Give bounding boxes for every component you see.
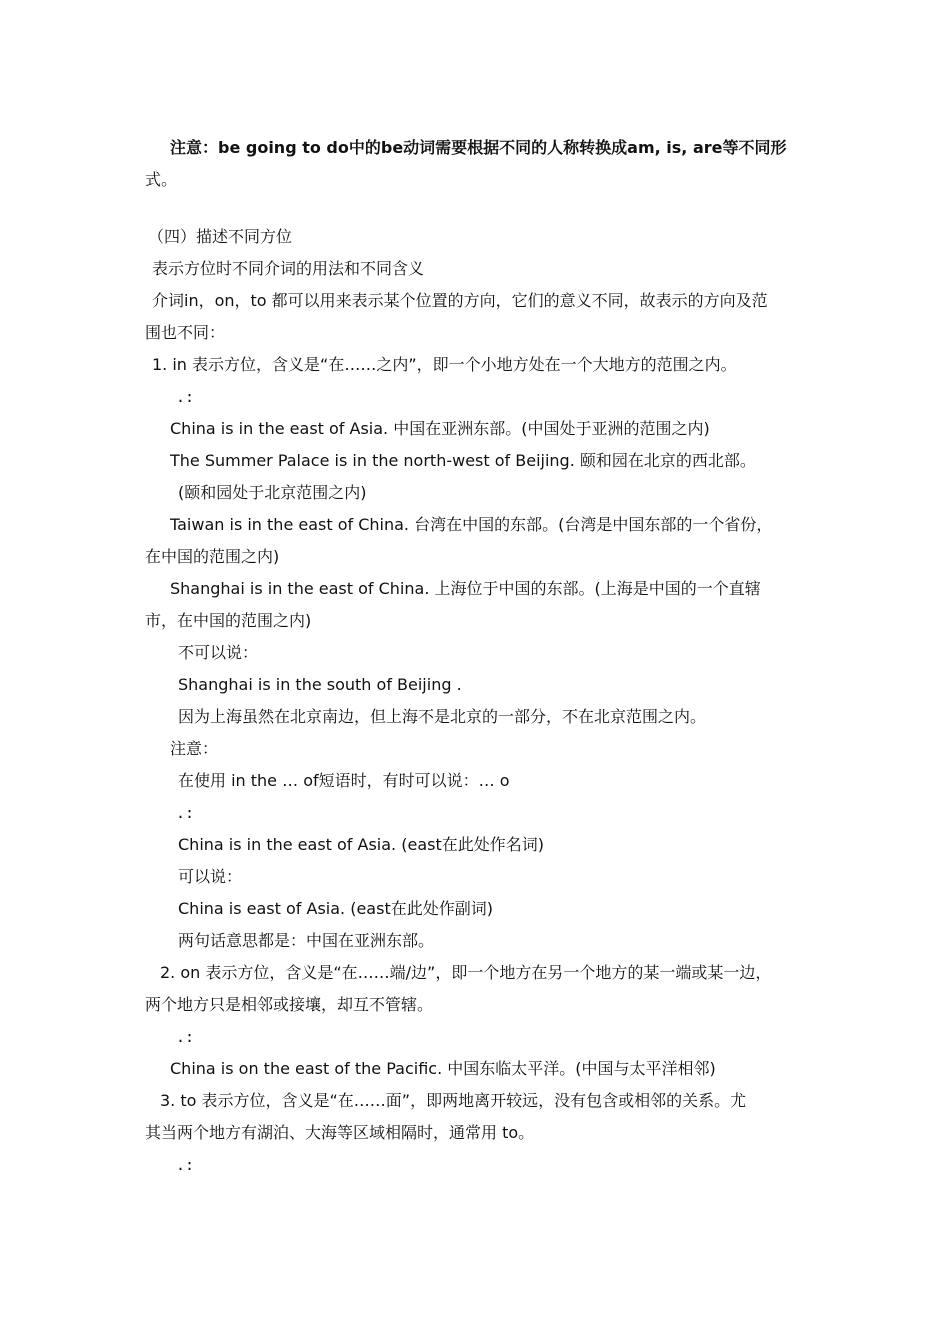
section-subtitle: 表示方位时不同介词的用法和不同含义: [152, 259, 425, 278]
reason-text: 因为上海虽然在北京南边，但上海不是北京的一部分，不在北京范围之内。: [178, 707, 707, 726]
example-marker: .:: [176, 1028, 195, 1046]
example-taiwan: Taiwan is in the east of China. 台湾在中国的东部。(台湾是中国东部的一个省份，: [170, 515, 773, 534]
example-china-asia: China is in the east of Asia. 中国在亚洲东部。(中国处于亚洲的范围之内): [170, 419, 710, 438]
example-taiwan-continued: 在中国的范围之内): [145, 547, 280, 566]
cannot-say-label: 不可以说：: [178, 643, 259, 662]
example-marker: .:: [176, 1156, 195, 1174]
item-3-to: 3. to 表示方位，含义是“在……面”，即两地离开较远，没有包含或相邻的关系。尤: [160, 1091, 747, 1110]
item-3-continued: 其当两个地方有湖泊、大海等区域相隔时，通常用 to。: [145, 1123, 535, 1142]
example-east-noun: China is in the east of Asia. (east在此处作名词): [178, 835, 544, 854]
intro-paragraph-continued: 围也不同：: [145, 323, 226, 342]
example-east-adverb: China is east of Asia. (east在此处作副词): [178, 899, 493, 918]
note-intro: 注意：be going to do中的be动词需要根据不同的人称转换成am, is, are等不同形: [170, 138, 787, 157]
example-summer-palace: The Summer Palace is in the north-west of Beijing. 颐和园在北京的西北部。: [170, 451, 756, 470]
example-summer-palace-note: (颐和园处于北京范围之内): [178, 483, 367, 502]
example-shanghai-continued: 市，在中国的范围之内): [145, 611, 312, 630]
item-2-on: 2. on 表示方位，含义是“在……端/边”，即一个地方在另一个地方的某一端或某一边，: [160, 963, 772, 982]
example-marker: .:: [176, 804, 195, 822]
note-intro-continued: 式。: [145, 170, 178, 189]
wrong-example: Shanghai is in the south of Beijing .: [178, 675, 462, 694]
item-2-continued: 两个地方只是相邻或接壤，却互不管辖。: [145, 995, 434, 1014]
both-mean-text: 两句话意思都是：中国在亚洲东部。: [178, 931, 435, 950]
note-2-label: 注意：: [170, 739, 219, 758]
can-say-label: 可以说：: [178, 867, 243, 886]
item-1-in: 1. in 表示方位，含义是“在……之内”，即一个小地方处在一个大地方的范围之内。: [152, 355, 737, 374]
intro-paragraph: 介词in，on，to 都可以用来表示某个位置的方向，它们的意义不同，故表示的方向及范: [152, 291, 768, 310]
example-marker: .:: [176, 388, 195, 406]
example-china-pacific: China is on the east of the Pacific. 中国东临太平洋。(中国与太平洋相邻): [170, 1059, 716, 1078]
example-shanghai: Shanghai is in the east of China. 上海位于中国的东部。(上海是中国的一个直辖: [170, 579, 761, 598]
section-title: （四）描述不同方位: [148, 227, 293, 246]
note-2-text: 在使用 in the … of短语时，有时可以说：… o: [178, 771, 510, 790]
